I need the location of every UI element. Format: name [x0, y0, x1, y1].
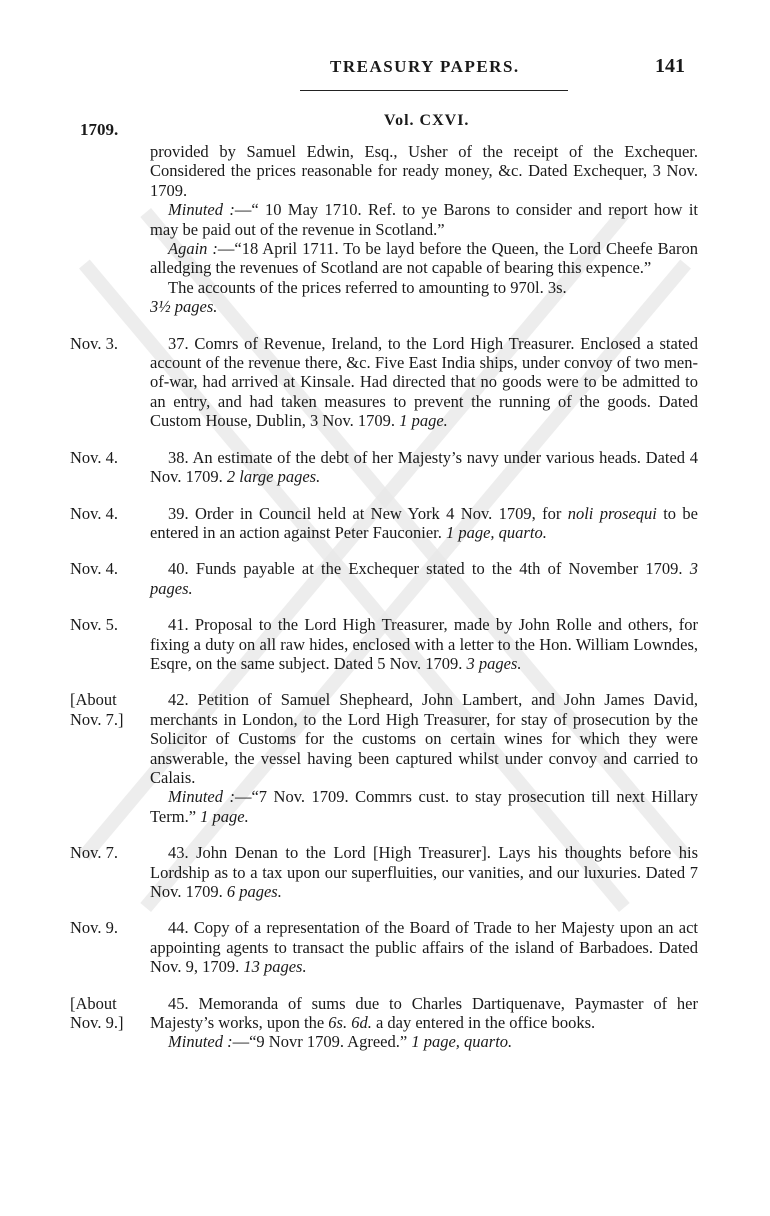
entry-37	[0, 334, 770, 431]
entry-date: Nov. 4.	[70, 503, 118, 523]
document-body	[0, 142, 770, 1052]
entry-date: Nov. 5.	[70, 615, 118, 635]
entry-40	[0, 559, 770, 598]
minute-note: Minuted :—“7 Nov. 1709. Commrs cust. to stay prosecution till next Hillary Term.” 1 page.	[150, 787, 699, 826]
continuation-entry	[0, 142, 770, 317]
again-note: Again :—“18 April 1711. To be layd before the Queen, the Lord Cheefe Baron alledging the revenues of Scotland are not capable of bearing this expence.”	[150, 239, 698, 278]
entry-text: 42. Petition of Samuel Shepheard, John Lambert, and John James David, merchants in London, to the Lord High Treasurer, for stay of prosecution by the Solicitor of Customs for the customs on certain wines for which they were answerable, the vessel having been captured whilst under convoy and carried to Calais.	[150, 690, 698, 787]
entry-text: 41. Proposal to the Lord High Treasurer, made by John Rolle and others, for fixing a duty on all raw hides, enclosed with a letter to the Hon. William Lowndes, Esqre, on the same subject. Dated 5 Nov. 1709.	[150, 615, 698, 673]
minute-note: Minuted :—“9 Novr 1709. Agreed.” 1 page, quarto.	[168, 1032, 513, 1052]
page-number: 141	[655, 55, 685, 77]
continuation-text: provided by Samuel Edwin, Esq., Usher of the receipt of the Exchequer. Considered the prices reasonable for ready money, &c. Dated Exchequer, 3 Nov. 1709.	[150, 142, 698, 200]
entry-39: Nov. 4. 39. Order in Council held at New York 4 Nov. 1709, for noli prosequi to be entered in an action against Peter Fauconier. 1 page, quarto.	[70, 503, 698, 542]
entry-text: 37. Comrs of Revenue, Ireland, to the Lord High Treasurer. Enclosed a stated account of the revenue there, &c. Five East India ships, under convoy of two men-of-war, had arrived at Kinsale. Had directed that no goods were to be admitted to an entry, and had taken measures to prevent the running of the goods. Dated Custom House, Dublin, 3 Nov. 1709.	[150, 333, 698, 431]
entry-date: [About	[70, 690, 117, 710]
header-rule	[300, 90, 568, 91]
entry-44	[0, 918, 770, 976]
entry-41	[0, 615, 770, 673]
minute-note: Minuted :—“ 10 May 1710. Ref. to ye Barons to consider and report how it may be paid out of the revenue in Scotland.”	[150, 200, 698, 239]
entry-text: 43. John Denan to the Lord [High Treasurer]. Lays his thoughts before his Lordship as to a tax upon our superfluities, our vanities, and our luxuries. Dated 7 Nov. 1709.	[150, 843, 698, 901]
entry-text: 38. An estimate of the debt of her Majesty’s navy under various heads. Dated 4 Nov. 1709.	[150, 447, 698, 487]
entry-date: Nov. 7.]	[70, 709, 124, 729]
accounts-note: The accounts of the prices referred to amounting to 970l. 3s.	[168, 277, 567, 297]
entry-date: Nov. 7.	[70, 843, 118, 863]
entry-date: Nov. 9.	[70, 918, 118, 938]
page-count: 1 page.	[200, 806, 249, 826]
page-count: 2 large pages.	[226, 467, 321, 487]
page-count: 1 page, quarto.	[445, 522, 547, 542]
entry-date: Nov. 9.]	[70, 1013, 124, 1033]
entry-date: [About	[70, 993, 117, 1013]
entry-text: 45. Memoranda of sums due to Charles Dartiquenave, Paymaster of her Majesty’s works, upon the	[150, 993, 698, 1033]
entry-date: Nov. 4.	[70, 447, 118, 467]
page-count: 6 pages.	[226, 882, 282, 901]
entry-date: Nov. 3.	[70, 333, 118, 353]
volume-label: Vol. CXVI.	[384, 112, 470, 129]
entry-38	[0, 448, 770, 487]
entry-text: 39. Order in Council held at New York 4 Nov. 1709, for	[168, 503, 562, 523]
entry-43	[0, 843, 770, 901]
entry-45: [About Nov. 9.] 45. Memoranda of sums due to Charles Dartiquenave, Paymaster of her Majesty’s works, upon the 6s. 6d. a day entered in the office books. Minuted :—“9 Novr 1709. Agreed.” 1 page, quarto.	[70, 993, 698, 1052]
page-count: 13 pages.	[243, 957, 307, 977]
entry-date: Nov. 4.	[70, 559, 118, 579]
page-count: 3½ pages.	[150, 297, 218, 317]
year-label: 1709.	[80, 120, 119, 139]
running-head	[0, 57, 770, 87]
entry-42	[0, 690, 770, 826]
entry-text: 44. Copy of a representation of the Board of Trade to her Majesty upon an act appointing agents to transact the public affairs of the island of Barbadoes. Dated Nov. 9, 1709.	[150, 918, 698, 977]
page-count: 3 pages.	[466, 653, 522, 673]
header-title: TREASURY PAPERS.	[330, 57, 520, 76]
page-count: 1 page.	[399, 411, 448, 431]
page-count: 1 page, quarto.	[411, 1032, 513, 1052]
page-count: 3 pages.	[150, 559, 698, 598]
entry-text: 40. Funds payable at the Exchequer stated to the 4th of November 1709.	[168, 559, 683, 579]
